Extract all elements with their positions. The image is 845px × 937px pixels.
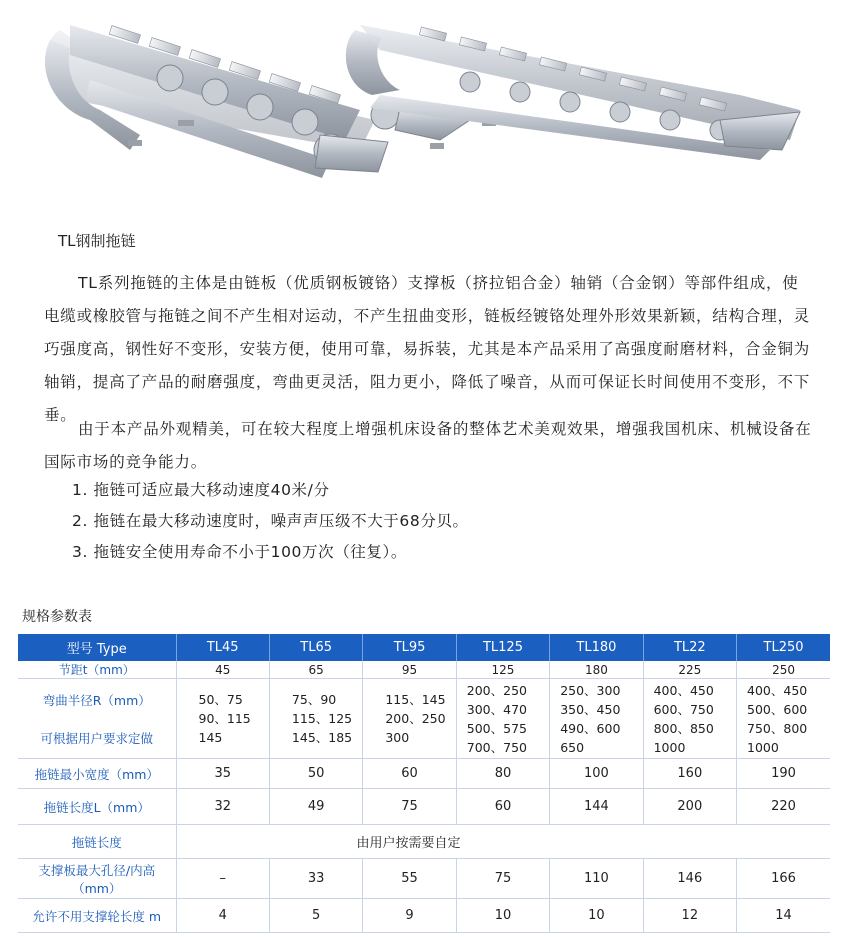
table-cell: – [176, 859, 269, 899]
table-cell: 4 [176, 899, 269, 933]
header-type: 型号 Type [18, 634, 176, 661]
table-cell: 180 [550, 661, 643, 679]
table-cell: 95 [363, 661, 456, 679]
row-label: 支撑板最大孔径/内高（mm） [18, 859, 176, 899]
table-cell: 225 [643, 661, 736, 679]
table-cell: 60 [363, 759, 456, 789]
row-label: 拖链最小宽度（mm） [18, 759, 176, 789]
table-cell: 55 [363, 859, 456, 899]
right-chain [346, 25, 800, 160]
table-cell: 50 [269, 759, 362, 789]
table-cell: 100 [550, 759, 643, 789]
row-label: 拖链长度 [18, 825, 176, 859]
table-cell: 190 [737, 759, 830, 789]
header-model: TL95 [363, 634, 456, 661]
row-label: 拖链长度L（mm） [18, 789, 176, 825]
feature-item: 1. 拖链可适应最大移动速度40米/分 [72, 481, 330, 499]
table-cell: 33 [269, 859, 362, 899]
table-row-radius [18, 679, 830, 759]
table-row-max-hole [18, 859, 830, 899]
table-cell: 400、450 500、600 750、800 1000 [737, 679, 830, 759]
table-cell: 45 [176, 661, 269, 679]
drag-chain-illustration [0, 0, 845, 200]
table-cell: 75 [456, 859, 549, 899]
row-label: 允许不用支撑轮长度 m [18, 899, 176, 933]
table-row-pitch [18, 661, 830, 679]
table-cell: 125 [456, 661, 549, 679]
table-cell: 220 [737, 789, 830, 825]
description-paragraph-1: TL系列拖链的主体是由链板（优质钢板镀铬）支撑板（挤拉铝合金）轴销（合金钢）等部件组成，使电缆或橡胶管与拖链之间不产生相对运动，不产生扭曲变形，链板经镀铬处理外形效果新颖，结构合理，灵巧强度高，钢性好不变形，安装方便，使用可靠，易拆装，尤其是本产品采用了高强度耐磨材料，合金铜为轴销，提高了产品的耐磨强度，弯曲更灵活，阻力更小，降低了噪音，从而可保证长时间使用不变形，不下垂。 [44, 274, 811, 424]
table-cell: 110 [550, 859, 643, 899]
table-cell: 200、250 300、470 500、575 700、750 [456, 679, 549, 759]
header-model: TL65 [269, 634, 362, 661]
table-cell: 49 [269, 789, 362, 825]
header-model: TL250 [737, 634, 830, 661]
spec-table [18, 634, 830, 933]
table-cell: 144 [550, 789, 643, 825]
table-cell: 146 [643, 859, 736, 899]
table-cell: 75 [363, 789, 456, 825]
header-model: TL180 [550, 634, 643, 661]
feature-list [72, 475, 469, 568]
table-cell: 250、300 350、450 490、600 650 [550, 679, 643, 759]
table-cell: 5 [269, 899, 362, 933]
table-cell: 10 [550, 899, 643, 933]
table-cell: 10 [456, 899, 549, 933]
radius-note: 可根据用户要求定做 [40, 730, 153, 746]
table-cell: 160 [643, 759, 736, 789]
product-photo [0, 0, 845, 200]
table-cell: 250 [737, 661, 830, 679]
header-model: TL125 [456, 634, 549, 661]
table-row-chain-length [18, 789, 830, 825]
table-row-no-wheel [18, 899, 830, 933]
table-cell: 35 [176, 759, 269, 789]
spec-table-title: 规格参数表 [22, 609, 92, 625]
table-cell-merged: 由用户按需要自定 [176, 825, 830, 859]
row-label [18, 679, 176, 759]
table-cell: 50、75 90、115 145 [176, 679, 269, 759]
table-row-total-length [18, 825, 830, 859]
table-cell: 32 [176, 789, 269, 825]
table-cell: 166 [737, 859, 830, 899]
table-cell: 75、90 115、125 145、185 [269, 679, 362, 759]
header-model: TL22 [643, 634, 736, 661]
table-cell: 60 [456, 789, 549, 825]
table-cell: 80 [456, 759, 549, 789]
table-cell: 200 [643, 789, 736, 825]
feature-item: 2. 拖链在最大移动速度时，噪声声压级不大于68分贝。 [72, 512, 469, 530]
table-cell: 400、450 600、750 800、850 1000 [643, 679, 736, 759]
description-paragraph-2: 由于本产品外观精美，可在较大程度上增强机床设备的整体艺术美观效果，增强我国机床、机械设备在国际市场的竞争能力。 [44, 420, 812, 471]
table-cell: 65 [269, 661, 362, 679]
product-title: TL钢制拖链 [58, 232, 136, 250]
feature-item: 3. 拖链安全使用寿命不小于100万次（往复）。 [72, 543, 407, 561]
table-cell: 12 [643, 899, 736, 933]
table-row-min-width [18, 759, 830, 789]
radius-label: 弯曲半径R（mm） [42, 692, 151, 708]
table-cell: 9 [363, 899, 456, 933]
table-header-row [18, 634, 830, 661]
table-cell: 14 [737, 899, 830, 933]
table-cell: 115、145 200、250 300 [363, 679, 456, 759]
row-label: 节距t（mm） [18, 661, 176, 679]
header-model: TL45 [176, 634, 269, 661]
